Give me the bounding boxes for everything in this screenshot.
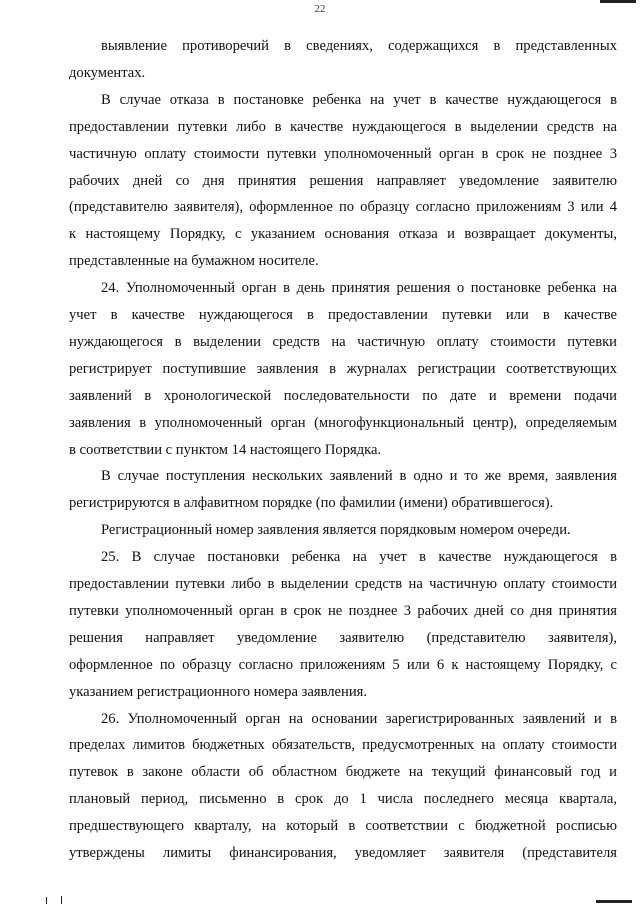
- scan-mark-bottom-left-2: [61, 896, 62, 904]
- text-line: предшествующего кварталу, на который в соответствии с бюджетной росписью: [69, 818, 617, 834]
- text-line: 25. В случае постановки ребенка на учет в качестве нуждающегося в: [101, 549, 617, 565]
- text-line: путевки уполномоченный орган в срок не позднее 3 рабочих дней со дня принятия: [69, 603, 617, 619]
- text-line: оформленное по образцу согласно приложениям 5 или 6 к настоящему Порядку, с: [69, 657, 617, 673]
- text-line: 26. Уполномоченный орган на основании зарегистрированных заявлений и в: [101, 711, 617, 727]
- text-line: заявления в уполномоченный орган (многофункциональный центр), определяемым: [69, 415, 617, 431]
- text-line: указанием регистрационного номера заявления.: [69, 684, 368, 700]
- text-line: к настоящему Порядку, с указанием основания отказа и возвращает документы,: [69, 226, 617, 242]
- text-line: выявление противоречий в сведениях, содержащихся в представленных: [101, 38, 617, 54]
- scan-mark-top-right: [600, 0, 636, 3]
- scan-mark-bottom-left: [46, 897, 47, 904]
- text-line: В случае отказа в постановке ребенка на учет в качестве нуждающегося в: [101, 92, 617, 108]
- text-line: предоставлении путевки либо в качестве нуждающегося в выделении средств на: [69, 119, 617, 135]
- scan-mark-bottom-right: [596, 900, 632, 903]
- text-line: предоставлении путевки либо в выделении средств на частичную оплату стоимости: [69, 576, 617, 592]
- text-line: нуждающегося в выделении средств на частичную оплату стоимости путевки: [69, 334, 617, 350]
- text-line: В случае поступления нескольких заявлений в одно и то же время, заявления: [101, 468, 617, 484]
- text-line: документах.: [69, 65, 146, 81]
- text-line: рабочих дней со дня принятия решения направляет уведомление заявителю: [69, 173, 617, 189]
- text-line: представленные на бумажном носителе.: [69, 253, 319, 269]
- text-line: учет в качестве нуждающегося в предоставлении путевки или в качестве: [69, 307, 617, 323]
- text-line: регистрирует поступившие заявления в журналах регистрации соответствующих: [69, 361, 617, 377]
- text-line: частичную оплату стоимости путевки уполномоченный орган в срок не позднее 3: [69, 146, 617, 162]
- text-line: Регистрационный номер заявления является порядковым номером очереди.: [101, 522, 571, 538]
- text-line: решения направляет уведомление заявителю (представителю заявителя),: [69, 630, 617, 646]
- text-line: утверждены лимиты финансирования, уведомляет заявителя (представителя: [69, 845, 617, 861]
- text-line: заявлений в хронологической последовательности по дате и времени подачи: [69, 388, 617, 404]
- text-line: 24. Уполномоченный орган в день принятия решения о постановке ребенка на: [101, 280, 617, 296]
- text-line: регистрируются в алфавитном порядке (по фамилии (имени) обратившегося).: [69, 495, 554, 511]
- page-number: 22: [314, 3, 326, 15]
- text-line: в соответствии с пунктом 14 настоящего Порядка.: [69, 442, 382, 458]
- text-line: пределах лимитов бюджетных обязательств, предусмотренных на оплату стоимости: [69, 737, 617, 753]
- text-line: плановый период, письменно в срок до 1 числа последнего месяца квартала,: [69, 791, 617, 807]
- text-line: путевок в законе области об областном бюджете на текущий финансовый год и: [69, 764, 617, 780]
- text-line: (представителю заявителя), оформленное по образцу согласно приложениям 3 или 4: [69, 199, 617, 215]
